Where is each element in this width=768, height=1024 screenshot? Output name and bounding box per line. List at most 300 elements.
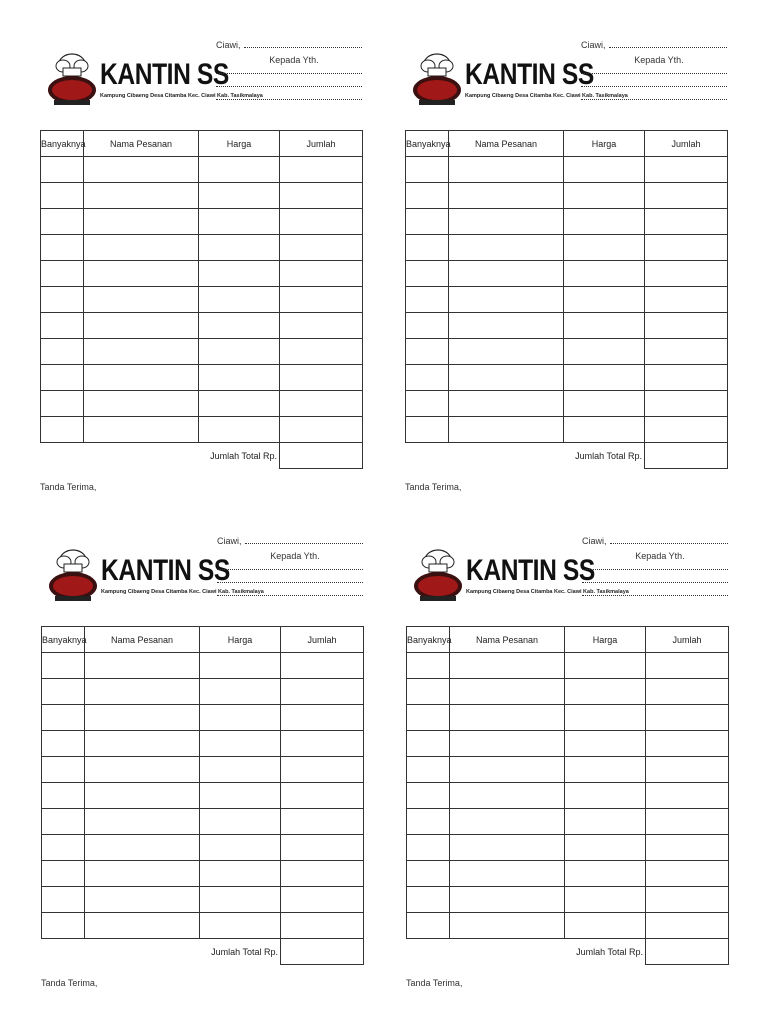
item-name-cell[interactable] (449, 183, 564, 209)
item-name-cell[interactable] (450, 835, 565, 861)
item-name-cell[interactable] (84, 183, 199, 209)
table-row (407, 861, 729, 887)
brand-address: Kampung Cibaeng Desa Citamba Kec. Ciawi Kab. Tasikmalaya (465, 93, 628, 99)
table-row (41, 157, 363, 183)
recipient-fill-line[interactable] (582, 582, 728, 583)
table-row (407, 809, 729, 835)
item-name-cell[interactable] (449, 209, 564, 235)
quantity-cell[interactable] (41, 183, 84, 209)
receipt-signature-label: Tanda Terima, (41, 978, 98, 988)
city-date-line[interactable] (216, 38, 362, 50)
item-name-cell[interactable] (450, 653, 565, 679)
quantity-cell[interactable] (42, 887, 85, 913)
chef-hat-logo-icon (46, 48, 98, 110)
brand-address: Kampung Cibaeng Desa Citamba Kec. Ciawi Kab. Tasikmalaya (466, 589, 629, 595)
item-name-cell[interactable] (85, 783, 200, 809)
total-row (406, 443, 728, 469)
total-row (41, 443, 363, 469)
table-header-row (42, 627, 364, 653)
item-name-cell[interactable] (449, 365, 564, 391)
amount-cell[interactable] (646, 913, 729, 939)
amount-cell[interactable] (281, 861, 364, 887)
total-amount-cell[interactable] (645, 443, 728, 469)
chef-hat-logo-icon (411, 48, 463, 110)
amount-cell[interactable] (646, 679, 729, 705)
price-cell[interactable] (564, 365, 645, 391)
amount-cell[interactable] (645, 339, 728, 365)
table-row (406, 339, 728, 365)
price-cell[interactable] (564, 417, 645, 443)
amount-cell[interactable] (281, 783, 364, 809)
recipient-fill-line[interactable] (217, 569, 363, 570)
order-table (40, 130, 363, 469)
recipient-block (217, 534, 363, 596)
total-amount-cell[interactable] (281, 939, 364, 965)
price-cell[interactable] (564, 261, 645, 287)
receipt-header (406, 532, 728, 626)
item-name-cell[interactable] (84, 235, 199, 261)
total-label: Jumlah Total Rp. (575, 450, 642, 461)
price-cell[interactable] (565, 783, 646, 809)
total-spacer (84, 443, 199, 469)
item-name-cell[interactable] (85, 679, 200, 705)
item-name-cell[interactable] (85, 653, 200, 679)
item-name-cell[interactable] (449, 313, 564, 339)
item-name-cell[interactable] (449, 261, 564, 287)
quantity-cell[interactable] (42, 757, 85, 783)
item-name-cell[interactable] (450, 887, 565, 913)
receipt-header (40, 36, 362, 130)
item-name-cell[interactable] (84, 157, 199, 183)
item-name-cell[interactable] (449, 417, 564, 443)
quantity-cell[interactable] (41, 261, 84, 287)
item-name-cell[interactable] (450, 757, 565, 783)
recipient-fill-line[interactable] (217, 595, 363, 596)
receipt-form-3 (41, 532, 363, 988)
item-name-cell[interactable] (84, 209, 199, 235)
price-cell[interactable] (200, 679, 281, 705)
city-date-line[interactable] (582, 534, 728, 546)
chef-hat-logo-icon (47, 544, 99, 606)
item-name-cell[interactable] (85, 757, 200, 783)
price-cell[interactable] (564, 183, 645, 209)
table-row (407, 757, 729, 783)
table-row (41, 313, 363, 339)
table-row (41, 287, 363, 313)
amount-cell[interactable] (280, 339, 363, 365)
amount-cell[interactable] (281, 913, 364, 939)
column-header-price: Harga (565, 627, 646, 653)
price-cell[interactable] (199, 209, 280, 235)
table-row (42, 705, 364, 731)
table-row (406, 365, 728, 391)
price-cell[interactable] (565, 731, 646, 757)
column-header-amount: Jumlah (280, 131, 363, 157)
item-name-cell[interactable] (85, 731, 200, 757)
quantity-cell[interactable] (42, 835, 85, 861)
price-cell[interactable] (199, 261, 280, 287)
amount-cell[interactable] (281, 731, 364, 757)
amount-cell[interactable] (281, 679, 364, 705)
item-name-cell[interactable] (450, 679, 565, 705)
quantity-cell[interactable] (406, 209, 449, 235)
quantity-cell[interactable] (41, 339, 84, 365)
table-row (42, 835, 364, 861)
table-row (406, 157, 728, 183)
amount-cell[interactable] (280, 235, 363, 261)
table-row (407, 679, 729, 705)
total-row (407, 939, 729, 965)
item-name-cell[interactable] (450, 861, 565, 887)
price-cell[interactable] (199, 157, 280, 183)
table-row (41, 235, 363, 261)
order-table (41, 626, 364, 965)
price-cell[interactable] (199, 417, 280, 443)
price-cell[interactable] (200, 757, 281, 783)
amount-cell[interactable] (645, 365, 728, 391)
amount-cell[interactable] (281, 835, 364, 861)
price-cell[interactable] (564, 157, 645, 183)
item-name-cell[interactable] (449, 235, 564, 261)
quantity-cell[interactable] (407, 757, 450, 783)
amount-cell[interactable] (280, 391, 363, 417)
table-row (41, 391, 363, 417)
table-row (41, 339, 363, 365)
table-row (41, 417, 363, 443)
column-header-quantity: Banyaknya (406, 131, 449, 157)
quantity-cell[interactable] (406, 417, 449, 443)
amount-cell[interactable] (646, 783, 729, 809)
amount-cell[interactable] (645, 183, 728, 209)
column-header-price: Harga (200, 627, 281, 653)
item-name-cell[interactable] (84, 261, 199, 287)
table-row (42, 653, 364, 679)
quantity-cell[interactable] (407, 731, 450, 757)
price-cell[interactable] (565, 757, 646, 783)
quantity-cell[interactable] (41, 209, 84, 235)
amount-cell[interactable] (645, 313, 728, 339)
brand-address: Kampung Cibaeng Desa Citamba Kec. Ciawi Kab. Tasikmalaya (100, 93, 263, 99)
table-row (407, 705, 729, 731)
order-table (406, 626, 729, 965)
amount-cell[interactable] (645, 209, 728, 235)
price-cell[interactable] (199, 235, 280, 261)
price-cell[interactable] (565, 705, 646, 731)
recipient-fill-line[interactable] (581, 99, 727, 100)
total-spacer (449, 443, 564, 469)
item-name-cell[interactable] (449, 287, 564, 313)
total-amount-cell[interactable] (280, 443, 363, 469)
quantity-cell[interactable] (406, 287, 449, 313)
item-name-cell[interactable] (85, 835, 200, 861)
quantity-cell[interactable] (407, 861, 450, 887)
quantity-cell[interactable] (41, 157, 84, 183)
total-row (42, 939, 364, 965)
amount-cell[interactable] (646, 705, 729, 731)
brand-address: Kampung Cibaeng Desa Citamba Kec. Ciawi Kab. Tasikmalaya (101, 589, 264, 595)
item-name-cell[interactable] (84, 287, 199, 313)
table-row (41, 261, 363, 287)
price-cell[interactable] (565, 653, 646, 679)
amount-cell[interactable] (645, 261, 728, 287)
amount-cell[interactable] (280, 209, 363, 235)
item-name-cell[interactable] (449, 339, 564, 365)
item-name-cell[interactable] (450, 913, 565, 939)
quantity-cell[interactable] (407, 835, 450, 861)
table-row (42, 679, 364, 705)
order-table (405, 130, 728, 469)
quantity-cell[interactable] (41, 287, 84, 313)
quantity-cell[interactable] (42, 809, 85, 835)
price-cell[interactable] (200, 887, 281, 913)
price-cell[interactable] (564, 339, 645, 365)
table-row (407, 835, 729, 861)
quantity-cell[interactable] (406, 365, 449, 391)
table-header-row (41, 131, 363, 157)
table-row (406, 261, 728, 287)
column-header-amount: Jumlah (281, 627, 364, 653)
city-date-line[interactable] (217, 534, 363, 546)
recipient-fill-line[interactable] (216, 86, 362, 87)
item-name-cell[interactable] (450, 705, 565, 731)
quantity-cell[interactable] (407, 887, 450, 913)
price-cell[interactable] (565, 913, 646, 939)
column-header-item-name: Nama Pesanan (85, 627, 200, 653)
recipient-fill-line[interactable] (216, 73, 362, 74)
amount-cell[interactable] (280, 157, 363, 183)
amount-cell[interactable] (646, 809, 729, 835)
table-row (41, 183, 363, 209)
price-cell[interactable] (200, 913, 281, 939)
amount-cell[interactable] (645, 417, 728, 443)
price-cell[interactable] (199, 313, 280, 339)
recipient-fill-line[interactable] (582, 569, 728, 570)
receipt-form-4 (406, 532, 728, 988)
quantity-cell[interactable] (406, 261, 449, 287)
table-row (407, 887, 729, 913)
item-name-cell[interactable] (449, 391, 564, 417)
receipt-header (405, 36, 727, 130)
price-cell[interactable] (565, 835, 646, 861)
table-row (42, 731, 364, 757)
table-header-row (407, 627, 729, 653)
table-row (42, 783, 364, 809)
recipient-fill-line[interactable] (582, 595, 728, 596)
receipt-signature-label: Tanda Terima, (40, 482, 97, 492)
total-label: Jumlah Total Rp. (210, 450, 277, 461)
total-spacer (450, 939, 565, 965)
quantity-cell[interactable] (41, 235, 84, 261)
brand-name: KANTIN SS (101, 554, 230, 587)
recipient-label: Kepada Yth. (634, 55, 684, 65)
recipient-fill-line[interactable] (216, 99, 362, 100)
column-header-quantity: Banyaknya (407, 627, 450, 653)
quantity-cell[interactable] (406, 313, 449, 339)
recipient-fill-line[interactable] (581, 86, 727, 87)
brand-name: KANTIN SS (100, 58, 229, 91)
amount-cell[interactable] (646, 861, 729, 887)
quantity-cell[interactable] (42, 861, 85, 887)
amount-cell[interactable] (281, 653, 364, 679)
quantity-cell[interactable] (42, 731, 85, 757)
total-spacer (41, 443, 84, 469)
price-cell[interactable] (564, 287, 645, 313)
price-cell[interactable] (200, 861, 281, 887)
brand-name: KANTIN SS (466, 554, 595, 587)
price-cell[interactable] (565, 887, 646, 913)
quantity-cell[interactable] (407, 913, 450, 939)
price-cell[interactable] (565, 809, 646, 835)
amount-cell[interactable] (646, 835, 729, 861)
price-cell[interactable] (200, 653, 281, 679)
recipient-block (581, 38, 727, 100)
price-cell[interactable] (200, 705, 281, 731)
column-header-item-name: Nama Pesanan (84, 131, 199, 157)
receipt-signature-label: Tanda Terima, (406, 978, 463, 988)
amount-cell[interactable] (646, 653, 729, 679)
item-name-cell[interactable] (84, 339, 199, 365)
amount-cell[interactable] (280, 313, 363, 339)
amount-cell[interactable] (280, 183, 363, 209)
city-label: Ciawi, (581, 40, 606, 50)
amount-cell[interactable] (281, 887, 364, 913)
quantity-cell[interactable] (42, 679, 85, 705)
total-amount-cell[interactable] (646, 939, 729, 965)
quantity-cell[interactable] (407, 679, 450, 705)
table-row (406, 417, 728, 443)
city-date-line[interactable] (581, 38, 727, 50)
recipient-block (582, 534, 728, 596)
total-spacer (406, 443, 449, 469)
amount-cell[interactable] (645, 235, 728, 261)
amount-cell[interactable] (645, 391, 728, 417)
amount-cell[interactable] (280, 417, 363, 443)
quantity-cell[interactable] (42, 783, 85, 809)
total-spacer (407, 939, 450, 965)
column-header-price: Harga (199, 131, 280, 157)
amount-cell[interactable] (280, 287, 363, 313)
amount-cell[interactable] (646, 887, 729, 913)
date-fill-line (610, 543, 728, 544)
quantity-cell[interactable] (42, 913, 85, 939)
quantity-cell[interactable] (406, 235, 449, 261)
table-row (406, 391, 728, 417)
item-name-cell[interactable] (84, 417, 199, 443)
table-row (42, 757, 364, 783)
amount-cell[interactable] (281, 705, 364, 731)
city-label: Ciawi, (582, 536, 607, 546)
amount-cell[interactable] (645, 157, 728, 183)
item-name-cell[interactable] (84, 391, 199, 417)
quantity-cell[interactable] (406, 391, 449, 417)
item-name-cell[interactable] (85, 913, 200, 939)
item-name-cell[interactable] (85, 705, 200, 731)
quantity-cell[interactable] (406, 157, 449, 183)
price-cell[interactable] (200, 783, 281, 809)
price-cell[interactable] (200, 835, 281, 861)
amount-cell[interactable] (280, 261, 363, 287)
table-row (406, 183, 728, 209)
price-cell[interactable] (199, 287, 280, 313)
table-row (407, 783, 729, 809)
column-header-item-name: Nama Pesanan (450, 627, 565, 653)
recipient-fill-line[interactable] (581, 73, 727, 74)
item-name-cell[interactable] (85, 861, 200, 887)
receipt-header (41, 532, 363, 626)
price-cell[interactable] (199, 365, 280, 391)
quantity-cell[interactable] (42, 705, 85, 731)
price-cell[interactable] (564, 391, 645, 417)
recipient-fill-line[interactable] (217, 582, 363, 583)
table-header-row (406, 131, 728, 157)
price-cell[interactable] (200, 731, 281, 757)
item-name-cell[interactable] (449, 157, 564, 183)
item-name-cell[interactable] (84, 365, 199, 391)
amount-cell[interactable] (646, 757, 729, 783)
table-row (407, 913, 729, 939)
quantity-cell[interactable] (406, 339, 449, 365)
amount-cell[interactable] (280, 365, 363, 391)
item-name-cell[interactable] (450, 731, 565, 757)
item-name-cell[interactable] (85, 809, 200, 835)
quantity-cell[interactable] (406, 183, 449, 209)
column-header-amount: Jumlah (646, 627, 729, 653)
price-cell[interactable] (564, 313, 645, 339)
column-header-quantity: Banyaknya (42, 627, 85, 653)
price-cell[interactable] (199, 391, 280, 417)
amount-cell[interactable] (646, 731, 729, 757)
table-row (406, 313, 728, 339)
table-row (41, 209, 363, 235)
price-cell[interactable] (565, 679, 646, 705)
price-cell[interactable] (200, 809, 281, 835)
item-name-cell[interactable] (85, 887, 200, 913)
price-cell[interactable] (564, 209, 645, 235)
quantity-cell[interactable] (41, 365, 84, 391)
table-row (41, 365, 363, 391)
quantity-cell[interactable] (41, 417, 84, 443)
quantity-cell[interactable] (407, 809, 450, 835)
quantity-cell[interactable] (41, 391, 84, 417)
quantity-cell[interactable] (407, 783, 450, 809)
price-cell[interactable] (199, 183, 280, 209)
table-row (42, 913, 364, 939)
receipt-form-1 (40, 36, 362, 492)
price-cell[interactable] (564, 235, 645, 261)
column-header-amount: Jumlah (645, 131, 728, 157)
amount-cell[interactable] (645, 287, 728, 313)
date-fill-line (609, 47, 727, 48)
quantity-cell[interactable] (42, 653, 85, 679)
chef-hat-logo-icon (412, 544, 464, 606)
quantity-cell[interactable] (407, 705, 450, 731)
date-fill-line (245, 543, 363, 544)
quantity-cell[interactable] (407, 653, 450, 679)
amount-cell[interactable] (281, 757, 364, 783)
date-fill-line (244, 47, 362, 48)
item-name-cell[interactable] (450, 809, 565, 835)
table-row (406, 287, 728, 313)
brand-name: KANTIN SS (465, 58, 594, 91)
recipient-label: Kepada Yth. (269, 55, 319, 65)
item-name-cell[interactable] (450, 783, 565, 809)
price-cell[interactable] (199, 339, 280, 365)
receipt-form-2 (405, 36, 727, 492)
amount-cell[interactable] (281, 809, 364, 835)
item-name-cell[interactable] (84, 313, 199, 339)
price-cell[interactable] (565, 861, 646, 887)
quantity-cell[interactable] (41, 313, 84, 339)
